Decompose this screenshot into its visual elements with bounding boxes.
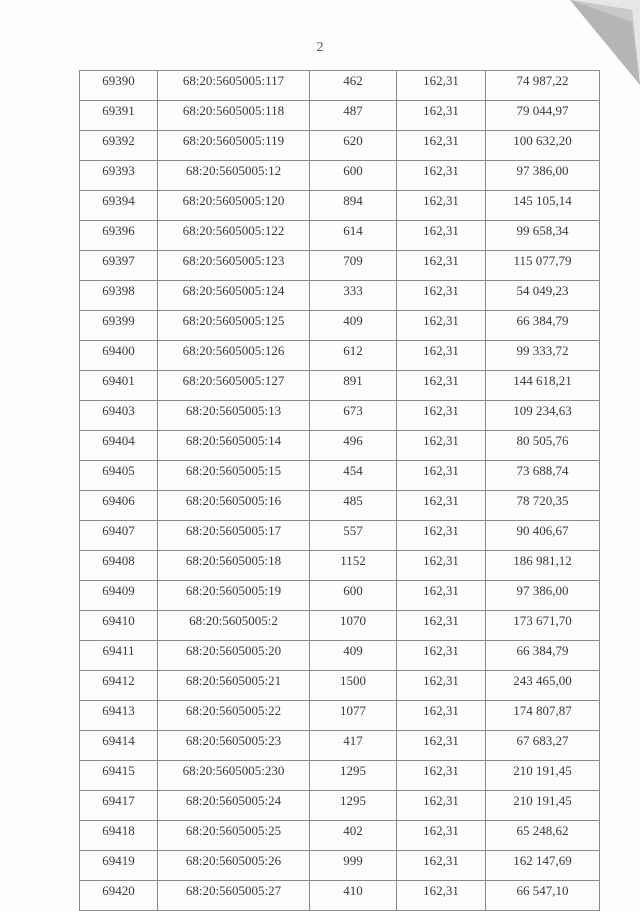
table-row	[80, 581, 600, 611]
row-number-cell: 69414	[80, 731, 158, 761]
table-body	[80, 71, 600, 911]
table-row	[80, 701, 600, 731]
cadastral-number-cell: 68:20:5605005:22	[158, 701, 310, 731]
cadastral-number-cell: 68:20:5605005:118	[158, 101, 310, 131]
cadastral-value-cell: 90 406,67	[486, 521, 600, 551]
area-cell: 600	[310, 161, 397, 191]
area-cell: 462	[310, 71, 397, 101]
specific-value-cell: 162,31	[397, 281, 486, 311]
cadastral-value-cell: 109 234,63	[486, 401, 600, 431]
specific-value-cell: 162,31	[397, 401, 486, 431]
area-cell: 1295	[310, 761, 397, 791]
area-cell: 891	[310, 371, 397, 401]
cadastral-value-cell: 144 618,21	[486, 371, 600, 401]
area-cell: 999	[310, 851, 397, 881]
area-cell: 333	[310, 281, 397, 311]
area-cell: 409	[310, 641, 397, 671]
cadastral-number-cell: 68:20:5605005:117	[158, 71, 310, 101]
area-cell: 894	[310, 191, 397, 221]
specific-value-cell: 162,31	[397, 71, 486, 101]
row-number-cell: 69393	[80, 161, 158, 191]
specific-value-cell: 162,31	[397, 371, 486, 401]
cadastral-number-cell: 68:20:5605005:123	[158, 251, 310, 281]
cadastral-number-cell: 68:20:5605005:24	[158, 791, 310, 821]
specific-value-cell: 162,31	[397, 551, 486, 581]
cadastral-value-cell: 210 191,45	[486, 761, 600, 791]
row-number-cell: 69400	[80, 341, 158, 371]
row-number-cell: 69403	[80, 401, 158, 431]
specific-value-cell: 162,31	[397, 341, 486, 371]
specific-value-cell: 162,31	[397, 791, 486, 821]
area-cell: 709	[310, 251, 397, 281]
area-cell: 1077	[310, 701, 397, 731]
row-number-cell: 69396	[80, 221, 158, 251]
specific-value-cell: 162,31	[397, 101, 486, 131]
cadastral-value-cell: 66 384,79	[486, 311, 600, 341]
area-cell: 402	[310, 821, 397, 851]
table-row	[80, 341, 600, 371]
row-number-cell: 69404	[80, 431, 158, 461]
specific-value-cell: 162,31	[397, 671, 486, 701]
specific-value-cell: 162,31	[397, 821, 486, 851]
table-row	[80, 401, 600, 431]
specific-value-cell: 162,31	[397, 881, 486, 911]
cadastral-number-cell: 68:20:5605005:19	[158, 581, 310, 611]
table-row	[80, 371, 600, 401]
specific-value-cell: 162,31	[397, 641, 486, 671]
cadastral-value-cell: 78 720,35	[486, 491, 600, 521]
cadastral-value-cell: 66 547,10	[486, 881, 600, 911]
area-cell: 600	[310, 581, 397, 611]
area-cell: 1070	[310, 611, 397, 641]
specific-value-cell: 162,31	[397, 131, 486, 161]
area-cell: 1295	[310, 791, 397, 821]
area-cell: 557	[310, 521, 397, 551]
cadastral-value-cell: 174 807,87	[486, 701, 600, 731]
row-number-cell: 69394	[80, 191, 158, 221]
specific-value-cell: 162,31	[397, 311, 486, 341]
area-cell: 485	[310, 491, 397, 521]
cadastral-number-cell: 68:20:5605005:23	[158, 731, 310, 761]
cadastral-number-cell: 68:20:5605005:25	[158, 821, 310, 851]
table-row	[80, 221, 600, 251]
cadastral-number-cell: 68:20:5605005:127	[158, 371, 310, 401]
specific-value-cell: 162,31	[397, 701, 486, 731]
area-cell: 454	[310, 461, 397, 491]
cadastral-value-cell: 67 683,27	[486, 731, 600, 761]
area-cell: 620	[310, 131, 397, 161]
cadastral-number-cell: 68:20:5605005:119	[158, 131, 310, 161]
row-number-cell: 69410	[80, 611, 158, 641]
row-number-cell: 69398	[80, 281, 158, 311]
cadastral-number-cell: 68:20:5605005:2	[158, 611, 310, 641]
area-cell: 409	[310, 311, 397, 341]
specific-value-cell: 162,31	[397, 521, 486, 551]
cadastral-value-cell: 145 105,14	[486, 191, 600, 221]
table-row	[80, 641, 600, 671]
cadastral-number-cell: 68:20:5605005:230	[158, 761, 310, 791]
row-number-cell: 69418	[80, 821, 158, 851]
cadastral-number-cell: 68:20:5605005:124	[158, 281, 310, 311]
area-cell: 673	[310, 401, 397, 431]
cadastral-number-cell: 68:20:5605005:12	[158, 161, 310, 191]
cadastral-number-cell: 68:20:5605005:21	[158, 671, 310, 701]
row-number-cell: 69407	[80, 521, 158, 551]
table-row	[80, 671, 600, 701]
row-number-cell: 69408	[80, 551, 158, 581]
specific-value-cell: 162,31	[397, 431, 486, 461]
specific-value-cell: 162,31	[397, 461, 486, 491]
cadastral-number-cell: 68:20:5605005:17	[158, 521, 310, 551]
row-number-cell: 69392	[80, 131, 158, 161]
cadastral-number-cell: 68:20:5605005:27	[158, 881, 310, 911]
specific-value-cell: 162,31	[397, 491, 486, 521]
area-cell: 487	[310, 101, 397, 131]
cadastral-number-cell: 68:20:5605005:125	[158, 311, 310, 341]
specific-value-cell: 162,31	[397, 161, 486, 191]
table-row	[80, 431, 600, 461]
cadastral-value-cell: 99 658,34	[486, 221, 600, 251]
cadastral-value-cell: 74 987,22	[486, 71, 600, 101]
table-row	[80, 521, 600, 551]
cadastral-value-cell: 73 688,74	[486, 461, 600, 491]
cadastral-value-cell: 162 147,69	[486, 851, 600, 881]
cadastral-value-cell: 79 044,97	[486, 101, 600, 131]
area-cell: 417	[310, 731, 397, 761]
cadastral-number-cell: 68:20:5605005:122	[158, 221, 310, 251]
table-row	[80, 791, 600, 821]
row-number-cell: 69419	[80, 851, 158, 881]
table-row	[80, 881, 600, 911]
table-row	[80, 101, 600, 131]
row-number-cell: 69417	[80, 791, 158, 821]
row-number-cell: 69399	[80, 311, 158, 341]
area-cell: 1500	[310, 671, 397, 701]
table-row	[80, 251, 600, 281]
cadastral-number-cell: 68:20:5605005:18	[158, 551, 310, 581]
specific-value-cell: 162,31	[397, 611, 486, 641]
specific-value-cell: 162,31	[397, 731, 486, 761]
table-row	[80, 611, 600, 641]
cadastral-value-cell: 66 384,79	[486, 641, 600, 671]
cadastral-value-cell: 186 981,12	[486, 551, 600, 581]
cadastral-value-cell: 115 077,79	[486, 251, 600, 281]
row-number-cell: 69390	[80, 71, 158, 101]
row-number-cell: 69411	[80, 641, 158, 671]
table-row	[80, 851, 600, 881]
cadastral-value-cell: 210 191,45	[486, 791, 600, 821]
specific-value-cell: 162,31	[397, 761, 486, 791]
row-number-cell: 69413	[80, 701, 158, 731]
cadastral-value-cell: 65 248,62	[486, 821, 600, 851]
cadastral-number-cell: 68:20:5605005:26	[158, 851, 310, 881]
area-cell: 1152	[310, 551, 397, 581]
area-cell: 614	[310, 221, 397, 251]
table-row	[80, 311, 600, 341]
specific-value-cell: 162,31	[397, 221, 486, 251]
row-number-cell: 69397	[80, 251, 158, 281]
specific-value-cell: 162,31	[397, 251, 486, 281]
cadastral-number-cell: 68:20:5605005:14	[158, 431, 310, 461]
cadastral-value-cell: 54 049,23	[486, 281, 600, 311]
specific-value-cell: 162,31	[397, 191, 486, 221]
table-row	[80, 161, 600, 191]
table-row	[80, 731, 600, 761]
cadastral-value-cell: 99 333,72	[486, 341, 600, 371]
table-row	[80, 761, 600, 791]
cadastral-number-cell: 68:20:5605005:15	[158, 461, 310, 491]
table-row	[80, 71, 600, 101]
table-row	[80, 281, 600, 311]
specific-value-cell: 162,31	[397, 581, 486, 611]
area-cell: 496	[310, 431, 397, 461]
table-row	[80, 131, 600, 161]
cadastral-value-cell: 173 671,70	[486, 611, 600, 641]
row-number-cell: 69415	[80, 761, 158, 791]
table-row	[80, 821, 600, 851]
table-row	[80, 461, 600, 491]
table-row	[80, 551, 600, 581]
row-number-cell: 69420	[80, 881, 158, 911]
cadastral-number-cell: 68:20:5605005:126	[158, 341, 310, 371]
cadastral-value-cell: 243 465,00	[486, 671, 600, 701]
cadastral-value-cell: 80 505,76	[486, 431, 600, 461]
row-number-cell: 69409	[80, 581, 158, 611]
row-number-cell: 69401	[80, 371, 158, 401]
cadastral-value-cell: 97 386,00	[486, 161, 600, 191]
area-cell: 612	[310, 341, 397, 371]
table-row	[80, 491, 600, 521]
row-number-cell: 69391	[80, 101, 158, 131]
row-number-cell: 69412	[80, 671, 158, 701]
cadastral-number-cell: 68:20:5605005:16	[158, 491, 310, 521]
cadastral-number-cell: 68:20:5605005:13	[158, 401, 310, 431]
row-number-cell: 69405	[80, 461, 158, 491]
page-number: 2	[316, 40, 324, 55]
cadastral-number-cell: 68:20:5605005:20	[158, 641, 310, 671]
cadastral-number-cell: 68:20:5605005:120	[158, 191, 310, 221]
specific-value-cell: 162,31	[397, 851, 486, 881]
cadastral-value-table	[79, 70, 600, 911]
row-number-cell: 69406	[80, 491, 158, 521]
table-row	[80, 191, 600, 221]
cadastral-value-cell: 100 632,20	[486, 131, 600, 161]
area-cell: 410	[310, 881, 397, 911]
cadastral-value-cell: 97 386,00	[486, 581, 600, 611]
